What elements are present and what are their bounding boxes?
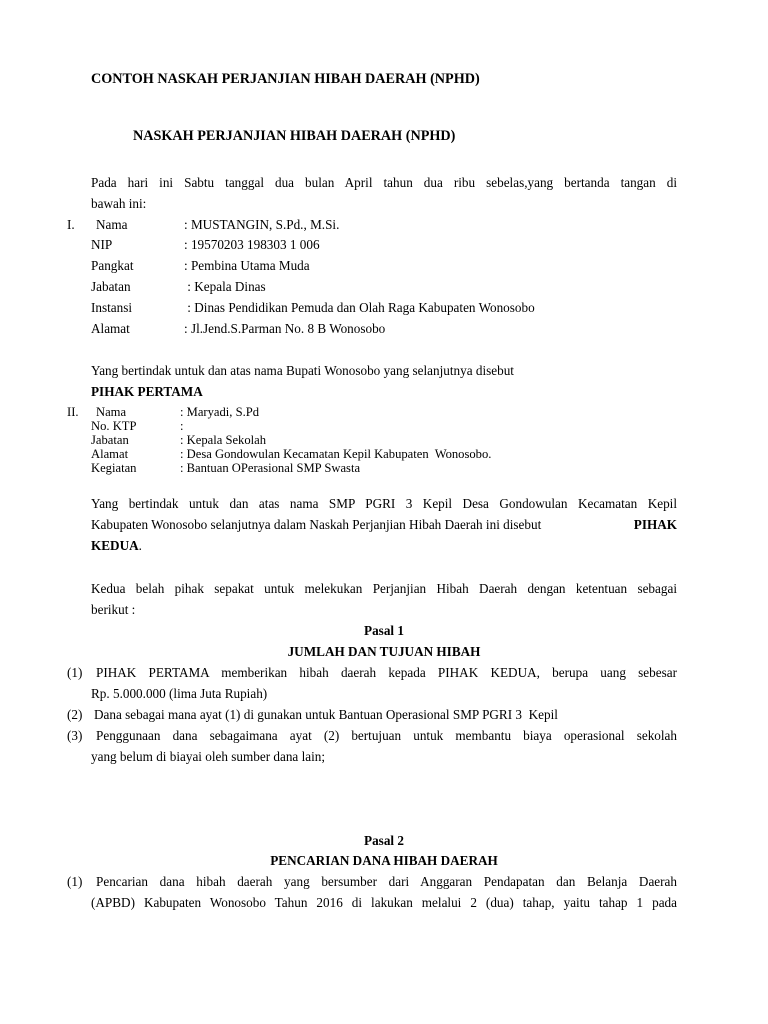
party2-designation-part: PIHAK (633, 517, 677, 532)
pasal1-item-line: yang belum di biayai oleh sumber dana lain; (91, 749, 326, 764)
pasal1-heading: JUMLAH DAN TUJUAN HIBAH (287, 644, 481, 659)
pasal2-item-line: Pencarian dana hibah daerah yang bersumber dari Anggaran Pendapatan dan Belanja Daerah (96, 874, 677, 889)
pasal1-number: Pasal 1 (364, 623, 404, 638)
intro-line: Pada hari ini Sabtu tanggal dua bulan April tahun dua ribu sebelas,yang bertanda tangan di (91, 175, 677, 190)
party2-period: . (138, 538, 142, 553)
party1-numeral: I. (67, 217, 75, 232)
pasal2-item-line: (APBD) Kabupaten Wonosobo Tahun 2016 di lakukan melalui 2 (dua) tahap, yaitu tahap 1 pada (91, 895, 677, 910)
party1-label-jabatan: Jabatan (91, 279, 131, 294)
pasal1-item-line: Rp. 5.000.000 (lima Juta Rupiah) (91, 686, 268, 701)
party1-value-pangkat: : Pembina Utama Muda (184, 258, 310, 273)
party1-value-nama: : MUSTANGIN, S.Pd., M.Si. (184, 217, 340, 232)
party1-value-alamat: : Jl.Jend.S.Parman No. 8 B Wonosobo (184, 321, 386, 336)
party2-acting-text: Kabupaten Wonosobo selanjutnya dalam Naskah Perjanjian Hibah Daerah ini disebut (91, 517, 542, 532)
party2-value-jabatan: : Kepala Sekolah (180, 433, 267, 447)
intro-line: bawah ini: (91, 196, 147, 211)
party1-label-nip: NIP (91, 237, 113, 252)
agreement-line: berikut : (91, 602, 136, 617)
pasal1-item-line: PIHAK PERTAMA memberikan hibah daerah kepada PIHAK KEDUA, berupa uang sebesar (96, 665, 677, 680)
pasal1-item-num: (3) (67, 728, 83, 743)
party2-numeral: II. (67, 405, 79, 419)
party1-label-pangkat: Pangkat (91, 258, 134, 273)
party2-acting-line: Yang bertindak untuk dan atas nama SMP PGRI 3 Kepil Desa Gondowulan Kecamatan Kepil (91, 496, 677, 511)
pasal1-item-line: Penggunaan dana sebagaimana ayat (2) bertujuan untuk membantu biaya operasional sekolah (96, 728, 677, 743)
pasal1-item-line: Dana sebagai mana ayat (1) di gunakan untuk Bantuan Operasional SMP PGRI 3 Kepil (94, 707, 558, 722)
party2-designation-kedua: KEDUA (91, 538, 139, 553)
party2-label-jabatan: Jabatan (91, 433, 129, 447)
party1-label-instansi: Instansi (91, 300, 133, 315)
pasal2-heading: PENCARIAN DANA HIBAH DAERAH (270, 853, 498, 868)
party2-value-alamat: : Desa Gondowulan Kecamatan Kepil Kabupaten Wonosobo. (180, 447, 492, 461)
pasal2-number: Pasal 2 (364, 833, 404, 848)
party2-label-alamat: Alamat (91, 447, 129, 461)
party1-label-nama: Nama (96, 217, 128, 232)
party2-value-ktp: : (180, 419, 184, 433)
party2-label-nama: Nama (96, 405, 127, 419)
party1-value-nip: : 19570203 198303 1 006 (184, 237, 320, 252)
party2-label-kegiatan: Kegiatan (91, 461, 137, 475)
party2-acting-end (91, 538, 142, 554)
pasal1-item-num: (2) (67, 707, 83, 722)
party1-value-jabatan: : Kepala Dinas (184, 279, 266, 294)
party1-acting-line: Yang bertindak untuk dan atas nama Bupati Wonosobo yang selanjutnya disebut (91, 363, 514, 378)
agreement-line: Kedua belah pihak sepakat untuk melekukan Perjanjian Hibah Daerah dengan ketentuan sebagai (91, 581, 677, 596)
party1-label-alamat: Alamat (91, 321, 130, 336)
pasal1-item-num: (1) (67, 665, 83, 680)
main-title: CONTOH NASKAH PERJANJIAN HIBAH DAERAH (NPHD) (91, 71, 480, 87)
party2-label-ktp: No. KTP (91, 419, 137, 433)
party1-value-instansi: : Dinas Pendidikan Pemuda dan Olah Raga Kabupaten Wonosobo (184, 300, 535, 315)
party2-value-kegiatan: : Bantuan OPerasional SMP Swasta (180, 461, 361, 475)
party2-value-nama: : Maryadi, S.Pd (180, 405, 260, 419)
party2-acting-line-row (91, 517, 677, 533)
party1-designation: PIHAK PERTAMA (91, 384, 203, 399)
sub-title: NASKAH PERJANJIAN HIBAH DAERAH (NPHD) (133, 128, 456, 144)
pasal2-item-num: (1) (67, 874, 83, 889)
